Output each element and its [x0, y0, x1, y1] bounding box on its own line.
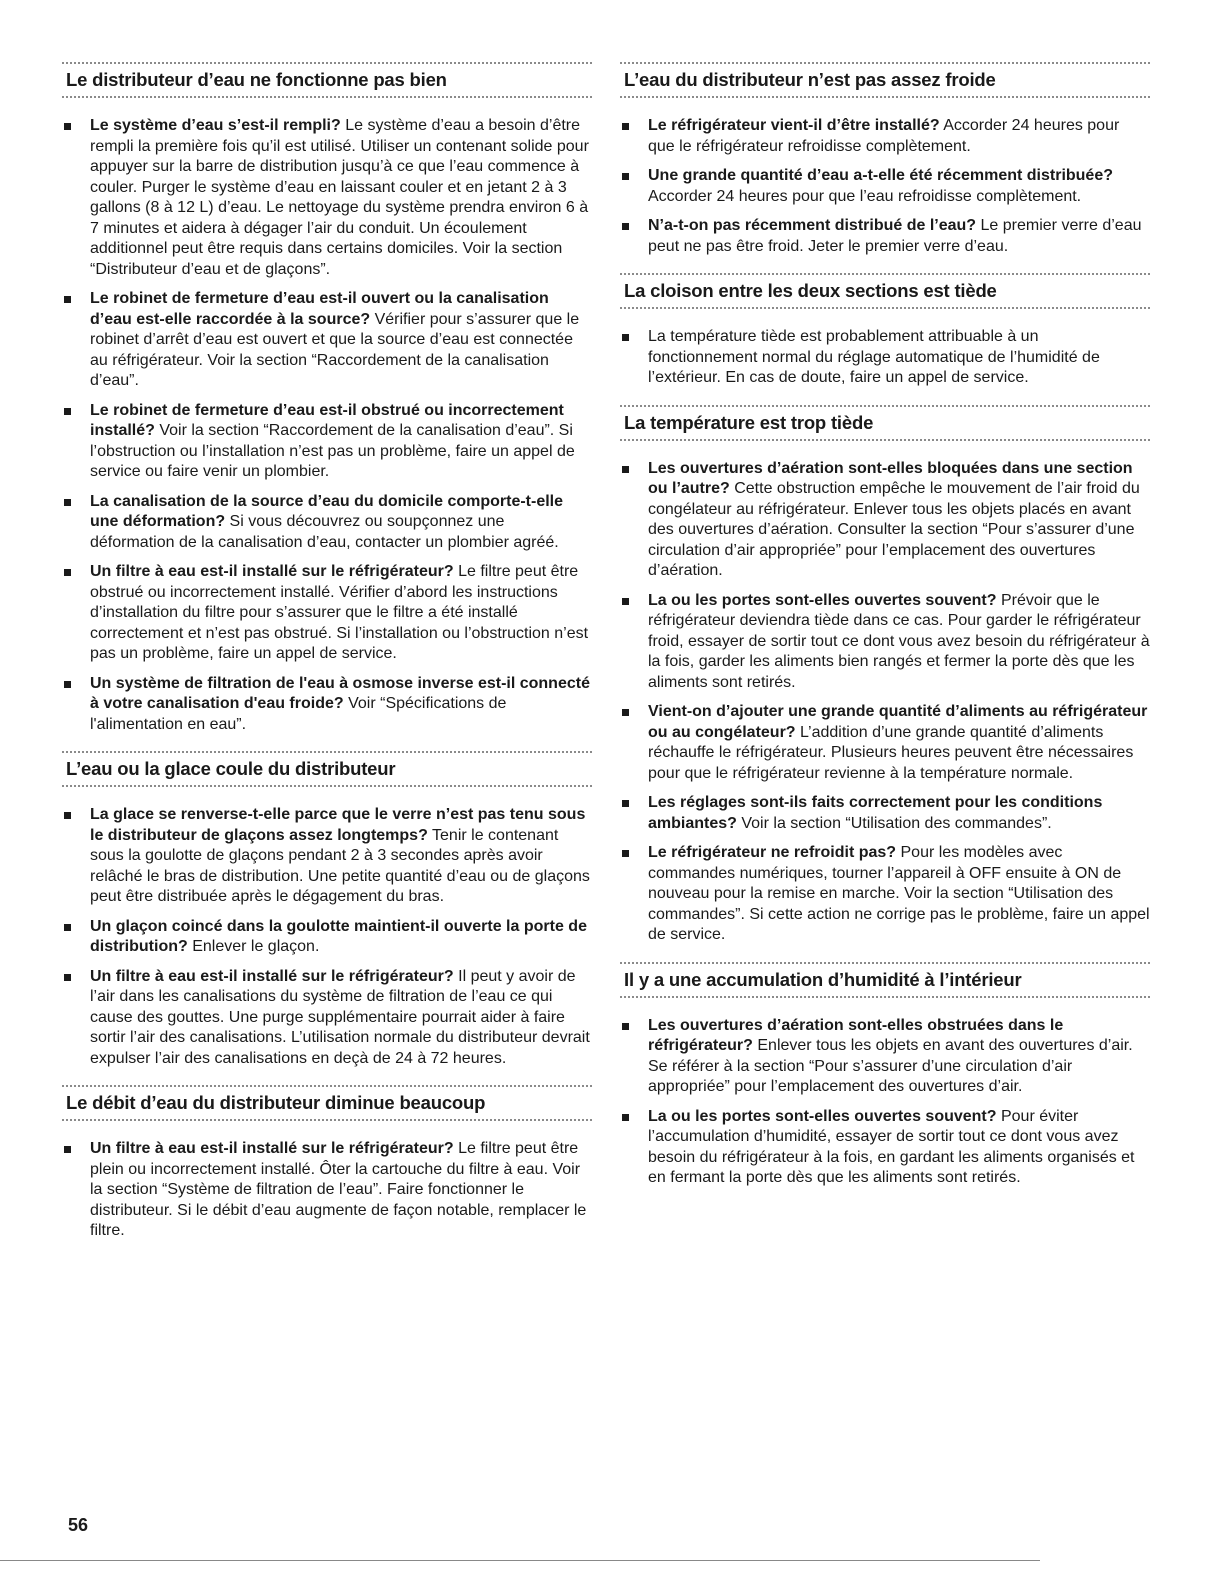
item-answer: Voir la section “Raccordement de la canalisation d’eau”. Si l’obstruction ou l’installation n’est pas un problème, faire un appel de service ou faire venir un plombier.	[90, 422, 575, 480]
list-item	[620, 166, 1150, 207]
square-bullet-icon	[622, 223, 629, 230]
section-header	[620, 405, 1150, 441]
item-answer: Accorder 24 heures pour que le réfrigérateur refroidisse complètement.	[648, 117, 1120, 155]
item-answer: Le système d’eau a besoin d’être rempli la première fois qu’il est utilisé. Utiliser un contenant solide pour appuyer sur la barre de distribution jusqu’à ce que l’eau commence à couler. Purger le système d’eau en laissant couler et en jetant 2 à 3 gallons (8 à 12 L) d’eau. Le nettoyage du système prendra environ 6 à 7 minutes et aidera à dégager l’air du conduit. Un écoulement additionnel peut être requis dans certains domiciles. Voir la section “Distributeur d’eau et de glaçons”.	[90, 117, 589, 278]
section-title: L’eau du distributeur n’est pas assez froide	[624, 69, 996, 90]
item-list	[620, 1016, 1150, 1189]
item-question: Le robinet de fermeture d’eau est-il ouvert ou la canalisation d’eau est-elle raccordée à la source?	[90, 290, 549, 328]
item-question: Vient-on d’ajouter une grande quantité d’aliments au réfrigérateur ou au congélateur?	[648, 703, 1148, 741]
item-answer: Il peut y avoir de l’air dans les canalisations du système de filtration de l’eau ce qui cause des gouttes. Une purge supplémentaire pourrait aider à faire sortir l’air des canalisations. L’utilisation normale du distributeur devrait expulser l’air des canalisations en deçà de 24 à 72 heures.	[90, 967, 590, 1067]
list-item	[620, 327, 1150, 389]
item-answer: Pour éviter l’accumulation d’humidité, essayer de sortir tout ce dont vous avez besoin du réfrigérateur à la fois, en gardant les aliments organisés et en fermant la porte dès que les aliments sont retirés.	[648, 1107, 1135, 1186]
list-item	[62, 116, 592, 280]
item-question: La canalisation de la source d’eau du domicile comporte-t-elle une déformation?	[90, 492, 564, 530]
list-item	[62, 917, 592, 958]
square-bullet-icon	[622, 123, 629, 130]
list-item	[62, 805, 592, 908]
item-question: N’a-t-on pas récemment distribué de l’eau?	[648, 217, 977, 234]
list-item	[62, 1139, 592, 1242]
list-item	[620, 1016, 1150, 1098]
square-bullet-icon	[64, 569, 71, 576]
item-answer: Accorder 24 heures pour que l’eau refroidisse complètement.	[648, 187, 1082, 205]
item-question: Le réfrigérateur vient-il d’être installé?	[648, 117, 940, 134]
item-question: Le réfrigérateur ne refroidit pas?	[648, 844, 897, 861]
item-question: Une grande quantité d’eau a-t-elle été récemment distribuée?	[648, 167, 1113, 184]
troubleshooting-section	[620, 273, 1150, 389]
item-answer: Le premier verre d’eau peut ne pas être froid. Jeter le premier verre d’eau.	[648, 217, 1142, 255]
square-bullet-icon	[622, 1114, 629, 1121]
section-header	[62, 1085, 592, 1121]
square-bullet-icon	[622, 598, 629, 605]
item-list	[620, 327, 1150, 389]
square-bullet-icon	[622, 850, 629, 857]
section-title: Le distributeur d’eau ne fonctionne pas bien	[66, 69, 447, 90]
section-title: La température est trop tiède	[624, 411, 874, 433]
item-question: La ou les portes sont-elles ouvertes souvent?	[648, 1107, 997, 1125]
item-question: Le robinet de fermeture d’eau est-il obstrué ou incorrectement installé?	[90, 401, 564, 439]
item-answer: Cette obstruction empêche le mouvement de l’air froid du congélateur au réfrigérateur. Enlever tous les objets placés en avant des ouvertures d’aération. Consulter la section “Pour s’assurer d’une circulation d’air appropriée” pour l’emplacement des ouvertures d’aération.	[648, 480, 1140, 579]
list-item	[620, 459, 1150, 582]
item-answer: Pour les modèles avec commandes numériques, tourner l’appareil à OFF ensuite à ON de nouveau pour la remise en marche. Voir la section “Utilisation des commandes”. Si cette action ne corrige pas le problème, faire un appel de service.	[648, 844, 1150, 943]
item-answer: Le filtre peut être plein ou incorrectement installé. Ôter la cartouche du filtre à eau. Voir la section “Système de filtration de l’eau”. Faire fonctionner le distributeur. Si le débit d’eau augmente de façon notable, remplacer le filtre.	[90, 1140, 587, 1239]
list-item	[62, 401, 592, 483]
item-answer: La température tiède est probablement attribuable à un fonctionnement normal du réglage automatique de l’humidité de l’extérieur. En cas de doute, faire un appel de service.	[648, 328, 1100, 386]
right-column	[620, 62, 1150, 1205]
square-bullet-icon	[622, 334, 629, 341]
item-question: Le système d’eau s’est-il rempli?	[90, 117, 341, 134]
item-question: Un glaçon coincé dans la goulotte maintient-il ouverte la porte de distribution?	[90, 917, 587, 955]
item-question: La ou les portes sont-elles ouvertes souvent?	[648, 591, 997, 609]
square-bullet-icon	[64, 812, 71, 819]
item-answer: Tenir le contenant sous la goulotte de glaçons pendant 2 à 3 secondes après avoir relâché le bras de distribution. Une petite quantité d’eau ou de glaçons peut être distribuée après le dégagement du bras.	[90, 826, 590, 905]
item-answer: Si vous découvrez ou soupçonnez une déformation de la canalisation d’eau, contacter un plombier agréé.	[90, 513, 559, 551]
item-answer: L’addition d’une grande quantité d’aliments réchauffe le réfrigérateur. Plusieurs heures peuvent être nécessaires pour que le réfrigérateur revienne à la température normale.	[648, 723, 1134, 782]
item-question: Un filtre à eau est-il installé sur le réfrigérateur?	[90, 1140, 454, 1157]
list-item	[620, 793, 1150, 834]
item-answer: Vérifier pour s’assurer que le robinet d’arrêt d’eau est ouvert et que la source d’eau est connectée au réfrigérateur. Voir la section “Raccordement de la canalisation d’eau”.	[90, 310, 580, 389]
section-header	[62, 62, 592, 98]
troubleshooting-section	[62, 751, 592, 1069]
item-answer: Enlever tous les objets en avant des ouvertures d’air. Se référer à la section “Pour s’assurer d’une circulation d’air appropriée” pour l’emplacement des ouvertures d’air.	[648, 1037, 1133, 1095]
square-bullet-icon	[64, 123, 71, 130]
square-bullet-icon	[622, 1023, 629, 1030]
list-item	[620, 843, 1150, 946]
list-item	[62, 492, 592, 554]
item-answer: Voir “Spécifications de l'alimentation en eau”.	[90, 695, 507, 733]
square-bullet-icon	[64, 296, 71, 303]
item-question: Un filtre à eau est-il installé sur le réfrigérateur?	[90, 563, 454, 580]
troubleshooting-section	[620, 405, 1150, 946]
square-bullet-icon	[64, 974, 71, 981]
section-title: Le débit d’eau du distributeur diminue beaucoup	[66, 1092, 486, 1113]
section-header	[620, 273, 1150, 309]
item-answer: Enlever le glaçon.	[187, 938, 320, 955]
square-bullet-icon	[64, 1146, 71, 1153]
item-answer: Voir la section “Utilisation des commandes”.	[736, 814, 1052, 832]
list-item	[620, 702, 1150, 784]
item-question: Les ouvertures d’aération sont-elles obstruées dans le réfrigérateur?	[648, 1016, 1064, 1054]
list-item	[620, 1107, 1150, 1189]
item-question: Un filtre à eau est-il installé sur le réfrigérateur?	[90, 967, 454, 985]
list-item	[62, 967, 592, 1070]
section-header	[62, 751, 592, 787]
item-list	[620, 459, 1150, 946]
list-item	[620, 591, 1150, 694]
square-bullet-icon	[64, 499, 71, 506]
square-bullet-icon	[622, 466, 629, 473]
item-question: Les ouvertures d’aération sont-elles bloquées dans une section ou l’autre?	[648, 459, 1133, 497]
square-bullet-icon	[64, 681, 71, 688]
section-header	[620, 62, 1150, 98]
square-bullet-icon	[64, 408, 71, 415]
item-list	[62, 116, 592, 735]
section-title: L’eau ou la glace coule du distributeur	[66, 758, 396, 779]
troubleshooting-section	[62, 1085, 592, 1242]
list-item	[620, 116, 1150, 157]
section-header	[620, 962, 1150, 998]
square-bullet-icon	[622, 173, 629, 180]
item-list	[620, 116, 1150, 257]
section-title: Il y a une accumulation d’humidité à l’intérieur	[624, 968, 1022, 990]
square-bullet-icon	[622, 709, 629, 716]
list-item	[62, 562, 592, 665]
left-column	[62, 62, 592, 1258]
page-number: 56	[68, 1515, 89, 1535]
item-question: La glace se renverse-t-elle parce que le verre n’est pas tenu sous le distributeur de glaçons assez longtemps?	[90, 806, 586, 844]
item-question: Les réglages sont-ils faits correctement pour les conditions ambiantes?	[648, 794, 1103, 832]
square-bullet-icon	[622, 800, 629, 807]
item-list	[62, 805, 592, 1069]
list-item	[620, 216, 1150, 257]
troubleshooting-section	[620, 962, 1150, 1189]
square-bullet-icon	[64, 924, 71, 931]
list-item	[62, 674, 592, 736]
item-question: Un système de filtration de l'eau à osmose inverse est-il connecté à votre canalisation d'eau froide?	[90, 674, 590, 712]
item-answer: Le filtre peut être obstrué ou incorrectement installé. Vérifier d’abord les instructions d’installation du filtre pour s’assurer que le filtre a été installé correctement et n’est pas obstrué. Si l’installation ou l’obstruction n’est pas un problème, faire un appel de service.	[90, 563, 589, 662]
troubleshooting-section	[620, 62, 1150, 257]
footer-rule	[0, 1560, 1040, 1561]
list-item	[62, 289, 592, 392]
item-list	[62, 1139, 592, 1242]
section-title: La cloison entre les deux sections est tiède	[624, 280, 997, 301]
troubleshooting-section	[62, 62, 592, 735]
item-answer: Prévoir que le réfrigérateur deviendra tiède dans ce cas. Pour garder le réfrigérateur froid, essayer de sortir tout ce dont vous avez besoin du réfrigérateur à la fois, garder les aliments bien rangés et fermer la porte dès que les aliments sont retirés.	[648, 591, 1150, 691]
